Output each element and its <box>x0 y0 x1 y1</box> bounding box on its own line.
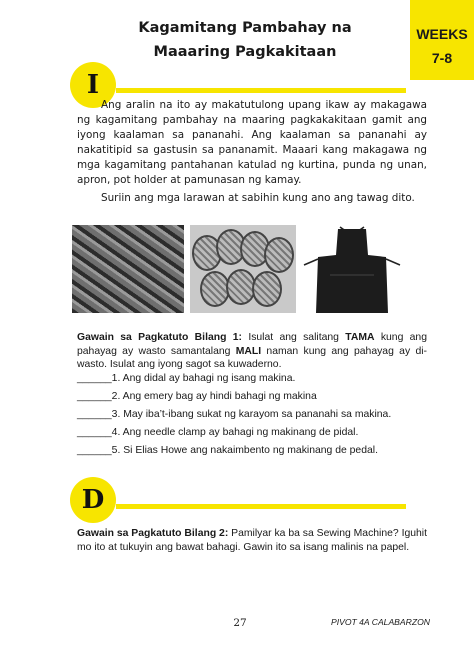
intro-instruction: Suriin ang mga larawan at sabihin kung ano ang tawag dito. <box>101 192 415 204</box>
activity1-item-4: ______4. Ang needle clamp ay bahagi ng makinang de pidal. <box>77 427 359 438</box>
activity1-item-3: ______3. May iba’t-ibang sukat ng karayom sa pananahi sa makina. <box>77 409 392 420</box>
activity2-text: Pamilyar ka ba sa Sewing Machine? Iguhit mo ito at tukuyin ang bawat bahagi. Gawin ito sa isang malinis na papel. <box>77 528 427 553</box>
page-title-line2: Maaaring Pagkakitaan <box>153 44 337 60</box>
weeks-range: 7-8 <box>431 50 453 66</box>
activity1-text-c: naman kung ang pahayag ay di-wasto. Isulat ang iyong sagot sa kuwaderno. <box>77 345 427 370</box>
section-i-divider <box>116 88 406 93</box>
weeks-badge <box>410 0 474 80</box>
activity1-text-a: Isulat ang salitang <box>242 332 346 343</box>
activity1-tama: TAMA <box>345 332 375 343</box>
page-title-line1: Kagamitang Pambahay na <box>138 20 352 36</box>
activity2-instructions <box>77 527 427 554</box>
activity1-text-b: kung ang pahayag ay wasto samantalang <box>77 332 427 357</box>
section-d-divider <box>116 504 406 509</box>
apron-photo <box>302 225 402 315</box>
activity2-title: Gawain sa Pagkatuto Bilang 2: <box>77 528 229 539</box>
pot-holders-photo <box>190 225 296 313</box>
pot-holder-shape <box>252 271 282 307</box>
section-i-badge: I <box>70 62 116 108</box>
activity1-instructions <box>77 331 427 372</box>
knitted-gloves-photo <box>72 225 184 313</box>
activity1-item-5: ______5. Si Elias Howe ang nakaimbento ng makinang de pedal. <box>77 445 378 456</box>
pot-holder-shape <box>264 237 294 273</box>
activity1-item-2: ______2. Ang emery bag ay hindi bahagi ng makina <box>77 391 317 402</box>
section-d-badge: D <box>70 477 116 523</box>
intro-paragraph: Ang aralin na ito ay makatutulong upang ikaw ay makagawa ng kagamitang pambahay na maaring pagkakakitaan gamit ang iyong kaalaman sa pananahi. Ang kaalaman sa pananahi ay nakatitipid sa gastusin sa pananamit. Maaari kang makagawa ng mga kagamitang pantahanan katulad ng kurtina, punda ng unan, apron, pot holder at pamunasan ng kamay. <box>77 99 427 186</box>
weeks-label: WEEKS <box>416 26 468 42</box>
apron-body <box>316 229 388 313</box>
page-number: 27 <box>233 617 247 629</box>
footer-pivot-label: PIVOT 4A CALABARZON <box>330 617 430 627</box>
activity1-title: Gawain sa Pagkatuto Bilang 1: <box>77 332 242 343</box>
activity1-item-1: ______1. Ang didal ay bahagi ng isang makina. <box>77 373 296 384</box>
activity1-mali: MALI <box>235 345 262 357</box>
